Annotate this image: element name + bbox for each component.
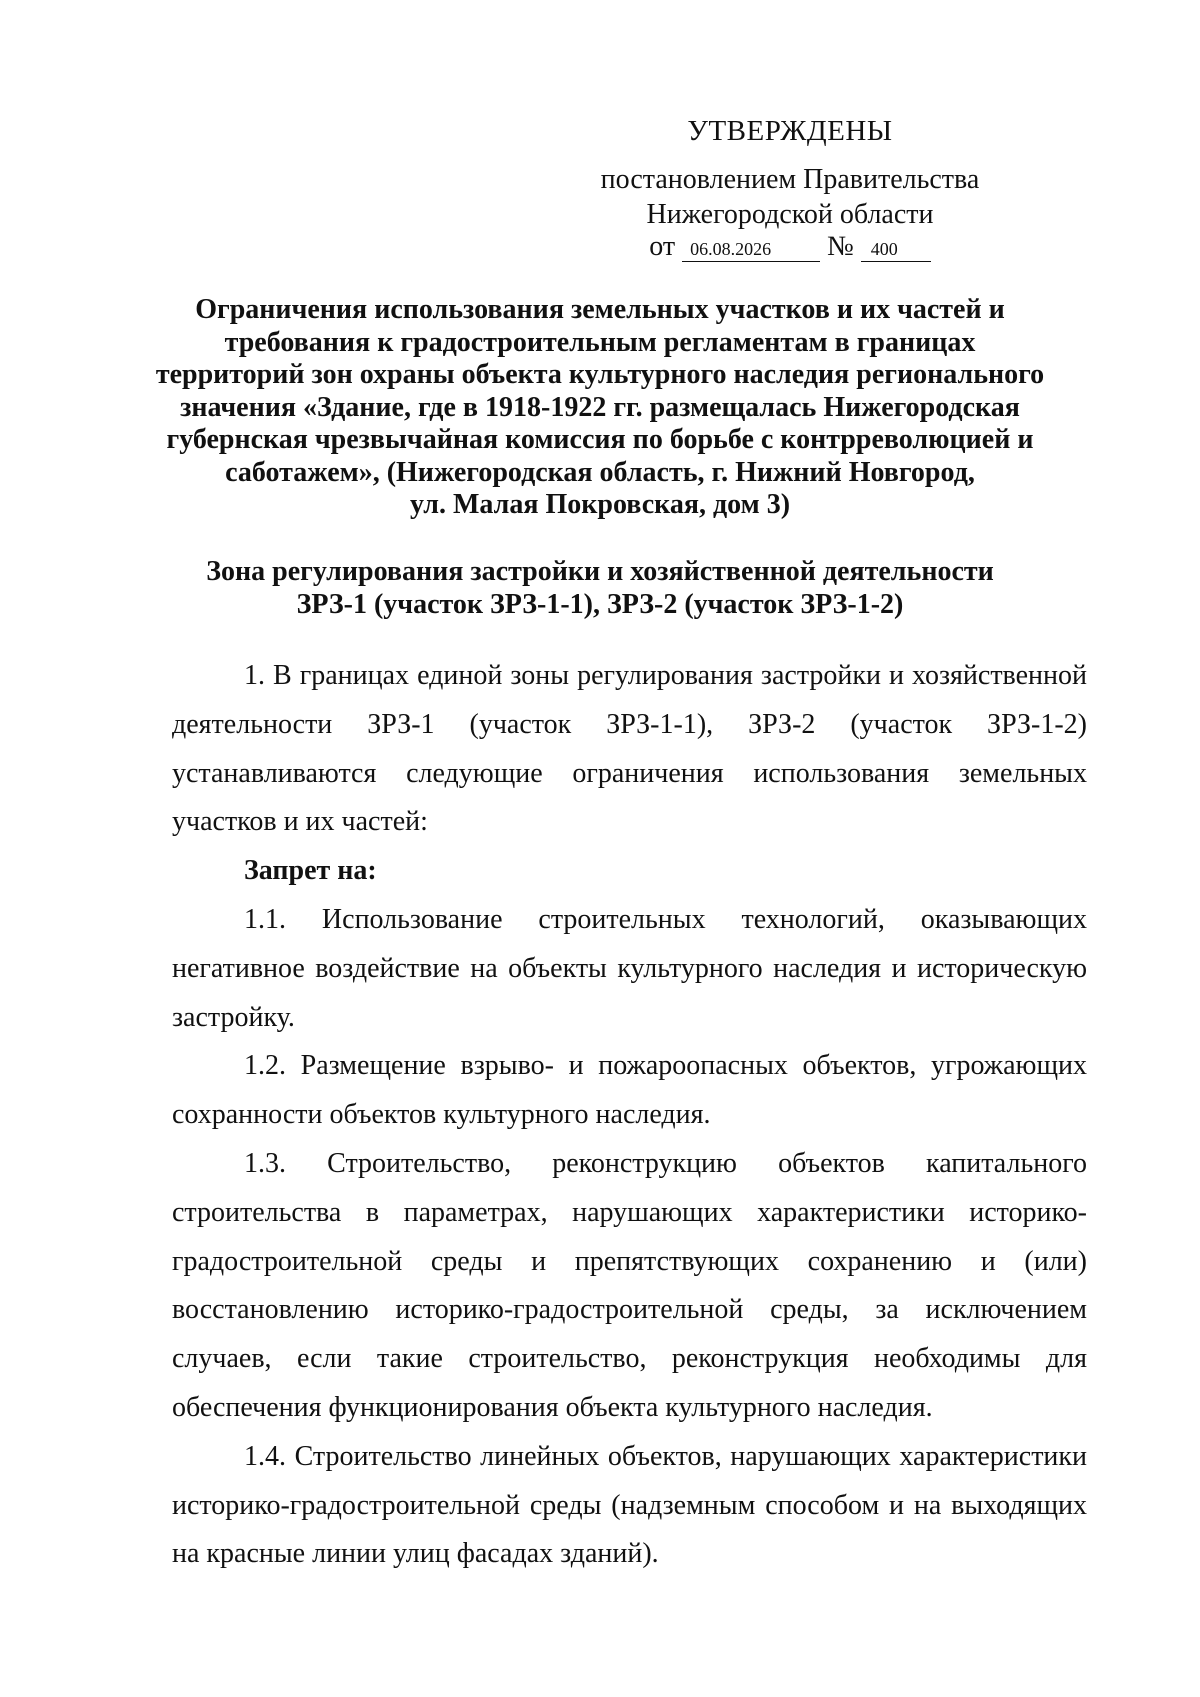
document-body bbox=[172, 652, 1087, 1579]
title-line: саботажем», (Нижегородская область, г. Нижний Новгород, bbox=[225, 456, 975, 488]
approval-region-line: Нижегородской области bbox=[646, 199, 934, 230]
subtitle-line: Зона регулирования застройки и хозяйственной деятельности bbox=[206, 556, 994, 587]
title-line: требования к градостроительным регламентам в границах bbox=[224, 326, 976, 358]
title-line: Ограничения использования земельных участков и их частей и bbox=[195, 294, 1005, 325]
title-line: ул. Малая Покровская, дом 3) bbox=[409, 489, 791, 520]
decree-date: 06.08.2026 bbox=[682, 237, 820, 262]
approval-date-number-line bbox=[580, 230, 1000, 264]
subtitle-line: ЗРЗ-1 (участок ЗРЗ-1-1), ЗРЗ-2 (участок ЗРЗ-1-2) bbox=[296, 589, 904, 620]
paragraph-1-1: 1.1. Использование строительных технологий, оказывающих негативное воздействие на объекты культурного наследия и историческую застройку. bbox=[172, 903, 1087, 1033]
ban-heading: Запрет на: bbox=[244, 855, 377, 887]
title-line: значения «Здание, где в 1918-1922 гг. размещалась Нижегородская bbox=[180, 391, 1020, 423]
approval-stamp: УТВЕРЖДЕНЫ bbox=[687, 115, 893, 147]
zone-subtitle bbox=[130, 555, 1070, 621]
from-label: от bbox=[649, 231, 676, 262]
title-line: территорий зон охраны объекта культурного наследия регионального bbox=[155, 359, 1045, 390]
paragraph-1-4: 1.4. Строительство линейных объектов, нарушающих характеристики историко-градостроительной среды (надземным способом и на выходящих на красные линии улиц фасадах зданий). bbox=[172, 1440, 1087, 1570]
decree-number: 400 bbox=[861, 237, 931, 262]
title-line: губернская чрезвычайная комиссия по борьбе с контрреволюцией и bbox=[166, 424, 1034, 455]
paragraph-1: 1. В границах единой зоны регулирования застройки и хозяйственной деятельности ЗРЗ-1 (участок ЗРЗ-1-1), ЗРЗ-2 (участок ЗРЗ-1-2) устанавливаются следующие ограничения использования земельных участков и их частей: bbox=[172, 660, 1087, 838]
paragraph-1-2: 1.2. Размещение взрыво- и пожароопасных объектов, угрожающих сохранности объектов культурного наследия. bbox=[172, 1050, 1087, 1131]
document-title bbox=[130, 294, 1070, 522]
approval-by-line: постановлением Правительства bbox=[600, 164, 980, 195]
paragraph-1-3: 1.3. Строительство, реконструкцию объектов капитального строительства в параметрах, нарушающих характеристики историко-градостроительной среды и препятствующих сохранению и (или) восстановлению историко-градостроительной среды, за исключением случаев, если такие строительство, реконструкция необходимы для обеспечения функционирования объекта культурного наследия. bbox=[172, 1147, 1087, 1423]
number-label: № bbox=[827, 231, 854, 262]
